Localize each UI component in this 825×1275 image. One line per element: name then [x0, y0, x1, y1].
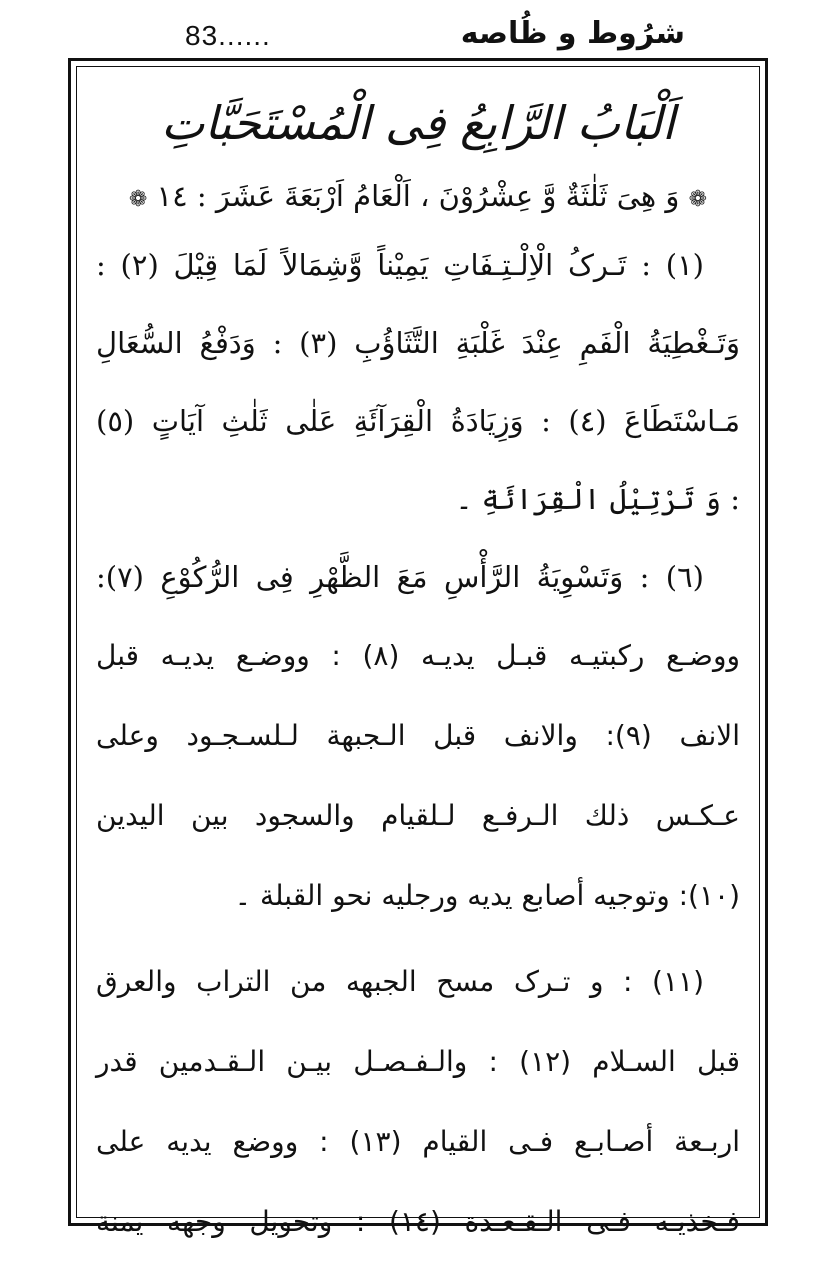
ornament-right-icon: ❁: [688, 187, 708, 212]
chapter-title: اَلْبَابُ الرَّابِعُ فِى الْمُسْتَحَبَّاتِ: [161, 96, 675, 150]
text-line-10: (١١) : و تـرک مسح الجبهه من التراب والعرق: [96, 965, 704, 998]
text-line-4: : وَ تَرْتِیْلُ الْقِرَائَةِ ۔: [455, 482, 740, 516]
text-line-11: قبل السـلام (١٢) : والـفـصـل بیـن الـقـدمین قدر: [96, 1045, 740, 1078]
ornament-left-icon: ❁: [128, 187, 148, 212]
text-line-5: (٦) : وَتَسْوِیَةُ الرَّأْسِ مَعَ الظَّهْرِ فِی الرُّکُوْعِ (٧):: [96, 560, 704, 594]
page-number: 83......: [185, 20, 271, 51]
text-line-7: الانف (٩): والانف قبل الـجبهة لـلسـجـود وعلی: [96, 719, 740, 752]
text-line-13: فـخذیـه فـی الـقـعـدة (١٤) : وتحویل وجهه یمنة: [96, 1205, 740, 1238]
book-title: شرُوط و ظُاصه: [460, 16, 685, 51]
text-line-2: وَتَـغْطِیَةُ الْفَمِ عِنْدَ غَلْبَةِ التَّثَاؤُبِ (٣) : وَدَفْعُ السُّعَالِ: [96, 326, 740, 360]
text-line-8: عـکـس ذلك الـرفـع لـلقیام والسجود بین الیدین: [96, 799, 740, 832]
text-line-12: اربـعة أصـابـع فـی القیام (١٣) : ووضع یدیه علی: [96, 1125, 740, 1158]
chapter-subtitle: [96, 166, 740, 226]
text-line-6: ووضـع رکبتیـه قبـل یدیـه (٨) : ووضـع یدیـه قبل: [96, 639, 741, 672]
text-line-1: (١) : تَـرکُ الْاِلْـتِـفَاتِ یَمِیْناً وَّشِمَالاً لَمَا قِیْلَ (٢) :: [96, 248, 704, 282]
page-body: [96, 80, 740, 1262]
subtitle-text: وَ هِىَ ثَلٰثَةٌ وَّ عِشْرُوْنَ ، اَلْعَامُ اَرْبَعَةَ عَشَرَ : ١٤: [156, 179, 680, 213]
text-line-3: مَـاسْتَطَاعَ (٤) : وَزِیَادَةُ الْقِرَآئَةِ عَلٰی ثَلٰثِ آیَاتٍ (٥): [96, 404, 740, 438]
text-line-9: (١٠): وتوجیه أصابع یدیه ورجلیه نحو القبلة ۔: [234, 879, 740, 912]
page-header: [0, 14, 825, 58]
